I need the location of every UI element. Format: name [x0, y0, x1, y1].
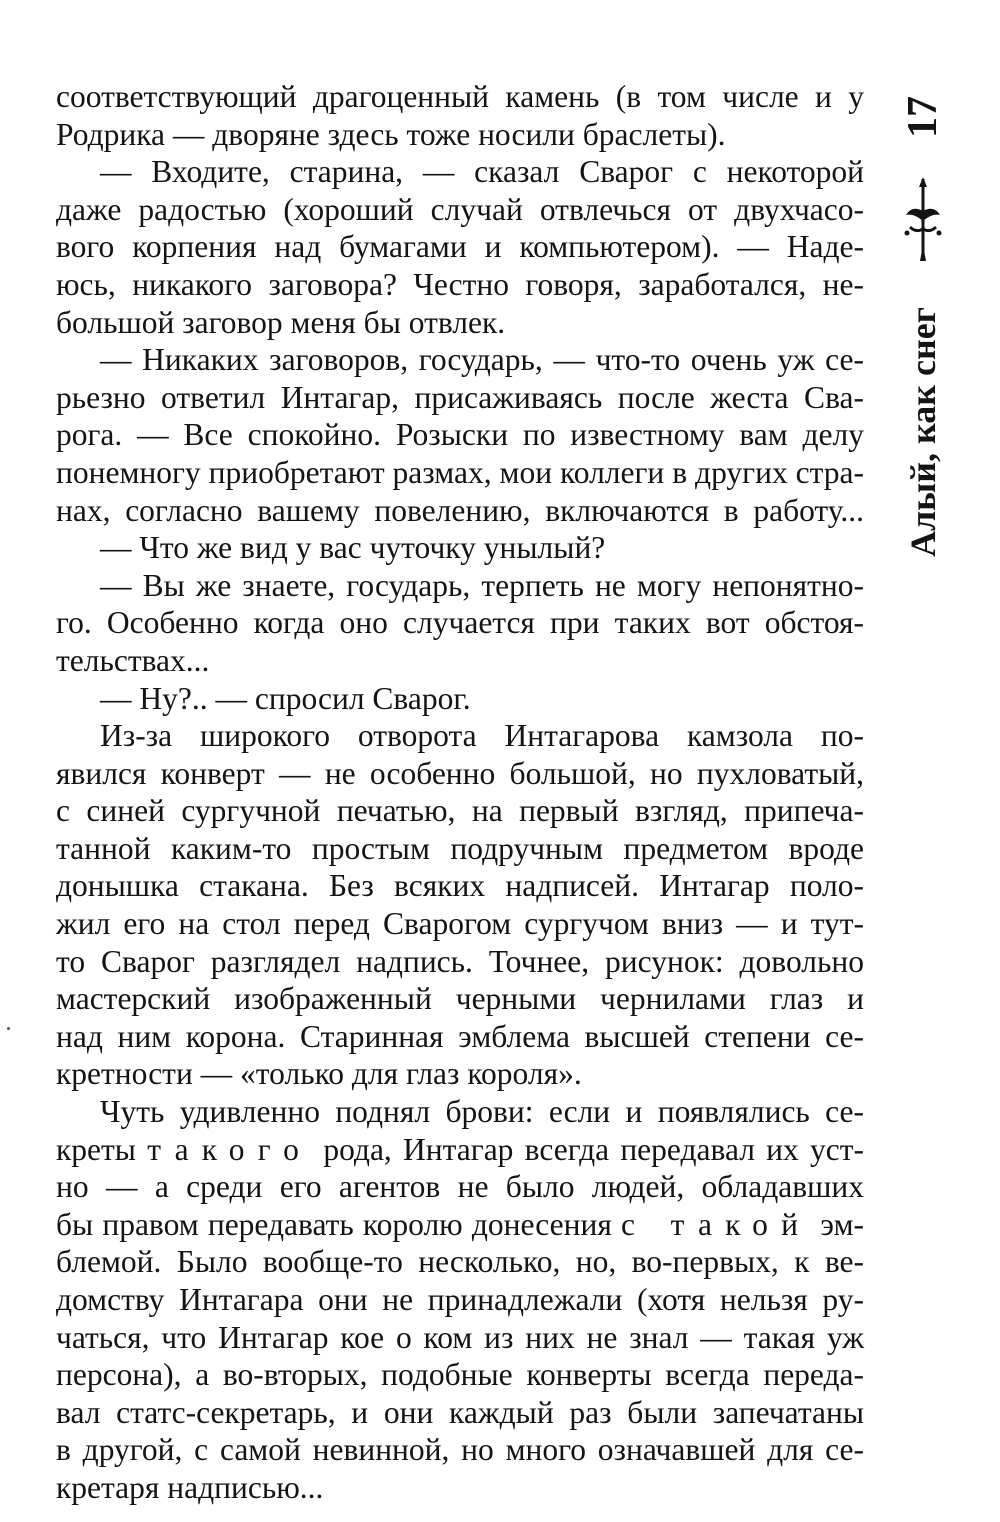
text-line: соответствующий драгоценный камень (в том числе и у [56, 79, 864, 114]
text-line [56, 1206, 864, 1244]
text-line: над ним корона. Старинная эмблема высшей степени се- [56, 1018, 864, 1054]
text-line: — Входите, старина, — сказал Сварог с некоторой [100, 154, 864, 190]
text-line: вого корпения над бумагами и компьютером). — Наде- [56, 229, 864, 265]
text-line: персона), а во-вторых, подобные конверты всегда переда- [56, 1357, 864, 1393]
text-line: Чуть удивленно поднял брови: если и появлялись се- [100, 1094, 864, 1130]
text-line: чаться, что Интагар кое о ком из них не знал — такая уж [56, 1319, 864, 1355]
text-line: даже радостью (хороший случай отвлечься от двухчасо- [56, 191, 864, 227]
text-line: Из-за широкого отворота Интагарова камзола по- [100, 718, 864, 754]
text-line: — Что же вид у вас чуточку унылый? [100, 530, 606, 566]
text-line: блемой. Было вообще-то несколько, но, во-первых, к ве- [56, 1244, 864, 1280]
text-line: жил его на стол перед Сварогом сургучом вниз — и тут- [56, 906, 864, 942]
text-line: вал статс-секретарь, и они каждый раз были запечатаны [56, 1394, 864, 1430]
text-segment: бы правом передавать королю донесения [56, 1206, 621, 1242]
text-line: мастерский изображенный черными чернилами глаз и [56, 981, 864, 1017]
text-segment: креты [56, 1131, 148, 1167]
sword-ornament-icon [898, 175, 948, 265]
text-line: рьезно ответил Интагар, присаживаясь после жеста Сва- [56, 379, 864, 415]
text-segment: эм- [811, 1206, 864, 1242]
page-number: 17 [900, 96, 946, 138]
text-line: нах, согласно вашему повелению, включаются в работу... [56, 492, 864, 528]
text-line: го. Особенно когда оно случается при таких вот обстоя- [56, 605, 864, 641]
text-segment: рода, Интагар всегда передавал их уст- [312, 1131, 865, 1167]
text-line: понемногу приобретают размах, мои коллеги в других стра- [56, 454, 864, 490]
text-line: домству Интагара они не принадлежали (хотя нельзя ру- [56, 1282, 864, 1317]
scan-speck [7, 1027, 10, 1030]
text-line: Родрика — дворяне здесь тоже носили браслеты). [56, 116, 726, 152]
text-line: донышка стакана. Без всяких надписей. Интагар поло- [56, 868, 864, 904]
text-line: — Никаких заговоров, государь, — что-то очень уж се- [100, 342, 864, 378]
running-header [898, 70, 948, 570]
text-line: кретаря надписью... [56, 1469, 324, 1505]
text-line: с синей сургучной печатью, на первый взгляд, припеча- [56, 793, 864, 829]
text-line: рога. — Все спокойно. Розыски по известному вам делу [56, 417, 864, 453]
text-line: танной каким-то простым подручным предметом вроде [56, 830, 864, 866]
text-line: кретности — «только для глаз короля». [56, 1056, 582, 1092]
spaced-emphasis: такого [147, 1131, 313, 1167]
running-title: Алый, как снег [903, 306, 943, 558]
text-line [56, 1131, 864, 1169]
text-line: юсь, никакого заговора? Честно говоря, заработался, не- [56, 266, 864, 302]
text-line: явился конверт — не особенно большой, но пухловатый, [56, 755, 864, 791]
text-line: тельствах... [56, 642, 210, 678]
spaced-emphasis: с такой [620, 1206, 812, 1242]
text-line: — Ну?.. — спросил Сварог. [100, 680, 471, 716]
body-text [56, 78, 864, 1507]
text-line: но — а среди его агентов не было людей, обладавших [56, 1169, 864, 1205]
text-line: большой заговор меня бы отвлек. [56, 304, 506, 340]
text-line: — Вы же знаете, государь, терпеть не могу непонятно- [100, 567, 864, 603]
text-line: в другой, с самой невинной, но много означавшей для се- [56, 1432, 864, 1468]
text-line: то Сварог разглядел надпись. Точнее, рисунок: довольно [56, 943, 864, 979]
